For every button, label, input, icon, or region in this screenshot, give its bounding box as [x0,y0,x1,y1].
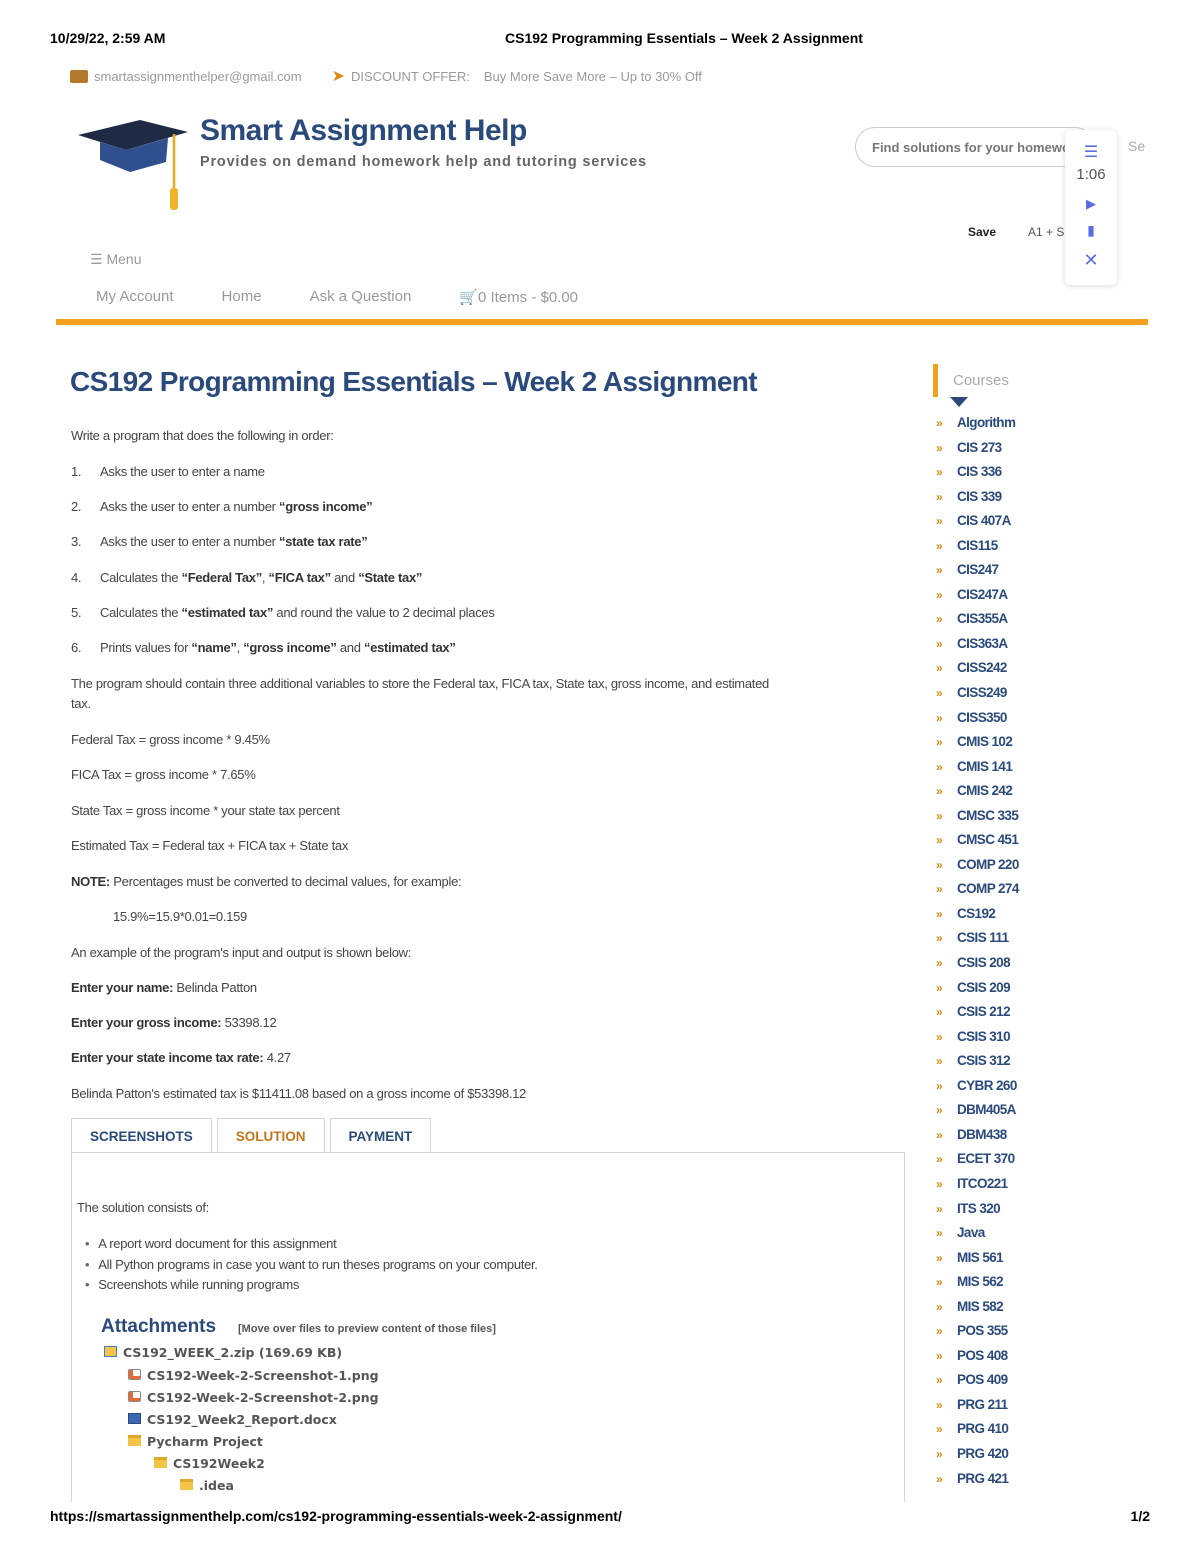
chevron-right-icon: » [936,759,943,774]
course-label: CSIS 212 [957,1004,1010,1020]
chevron-right-icon: » [936,465,943,480]
course-label: ECET 370 [957,1151,1015,1167]
nav-ask-question[interactable]: Ask a Question [309,288,412,305]
solution-intro: The solution consists of: [77,1200,209,1215]
sidebar-item-course[interactable] [936,660,1019,685]
chevron-right-icon: » [936,1201,943,1216]
sidebar-item-course[interactable] [936,636,1019,661]
search-button[interactable]: Se [1128,138,1146,154]
image-file-icon [128,1369,141,1380]
chevron-right-icon: » [936,1471,943,1486]
zoom-label[interactable]: A1 + S [1028,225,1065,239]
example-intro: An example of the program's input and output is shown below: [71,945,412,960]
course-label: CSIS 312 [957,1053,1010,1069]
sidebar-item-course[interactable] [936,538,1019,563]
course-label: POS 408 [957,1347,1008,1363]
sidebar-item-course[interactable] [936,930,1019,955]
menu-label: Menu [106,251,142,267]
chevron-right-icon: » [936,416,943,430]
chevron-right-icon: » [936,489,943,504]
zip-icon [104,1346,117,1357]
nav-divider [56,319,1148,325]
course-label: POS 409 [957,1372,1008,1388]
close-icon[interactable]: ✕ [1083,250,1099,270]
chevron-right-icon: » [936,1324,943,1339]
chevron-right-icon: » [936,612,943,627]
print-title: CS192 Programming Essentials – Week 2 Assignment [505,30,863,46]
formula-state: State Tax = gross income * your state tax percent [71,803,340,818]
course-label: PRG 420 [957,1445,1009,1461]
print-page-number: 1/2 [1130,1508,1150,1524]
course-label: CISS350 [957,709,1007,725]
course-label: PRG 421 [957,1470,1009,1486]
sidebar-item-course[interactable] [936,611,1019,636]
course-list [936,415,1019,1495]
chevron-right-icon: » [936,808,943,823]
course-label: MIS 561 [957,1249,1004,1265]
note-text: NOTE: Percentages must be converted to decimal values, for example: [71,874,462,889]
course-label: CISS242 [957,660,1007,676]
course-label: PRG 410 [957,1421,1009,1437]
tab-solution[interactable]: SOLUTION [217,1118,325,1153]
chevron-right-icon: » [936,1029,943,1044]
note-example: 15.9%=15.9*0.01=0.159 [113,909,247,924]
reader-time: 1:06 [1076,166,1106,183]
chevron-right-icon: » [936,956,943,971]
contact-email[interactable]: smartassignmenthelper@gmail.com [94,68,302,84]
sidebar-item-course[interactable] [936,808,1019,833]
chevron-right-icon: » [936,563,943,578]
course-label: COMP 274 [957,881,1019,897]
course-label: CMIS 102 [957,734,1013,750]
course-label: COMP 220 [957,856,1019,872]
course-label: CIS 336 [957,464,1002,480]
brand-title[interactable]: Smart Assignment Help [200,114,527,147]
reader-panel [1065,130,1117,285]
chevron-right-icon: » [936,1103,943,1118]
sidebar-item-course[interactable] [936,1004,1019,1029]
chevron-right-icon: » [936,1250,943,1265]
course-label: CSIS 209 [957,979,1010,995]
chevron-right-icon: » [936,587,943,602]
nav-home[interactable]: Home [221,288,262,305]
chevron-right-icon: » [936,1275,943,1290]
course-label: CSIS 310 [957,1028,1010,1044]
sidebar-item-course[interactable] [936,489,1019,514]
chevron-right-icon: » [936,514,943,529]
chevron-right-icon: » [936,784,943,799]
nav-my-account[interactable]: My Account [96,288,174,305]
course-label: DBM438 [957,1126,1007,1142]
sidebar-item-course[interactable] [936,440,1019,465]
course-label: CIS 339 [957,488,1002,504]
course-label: Java [957,1225,985,1241]
sidebar-item-course[interactable] [936,759,1019,784]
course-label: CYBR 260 [957,1077,1017,1093]
chevron-right-icon: » [936,931,943,946]
page-title: CS192 Programming Essentials – Week 2 Assignment [70,366,758,397]
list-item: • A report word document for this assignment [85,1236,538,1257]
chevron-right-icon: » [936,1078,943,1093]
file-zip[interactable]: CS192_WEEK_2.zip (169.69 KB) [104,1345,342,1360]
sidebar-item-course[interactable] [936,1299,1019,1324]
file-screenshot-1[interactable]: CS192-Week-2-Screenshot-1.png [128,1368,379,1383]
sidebar-item-course[interactable] [936,1250,1019,1275]
course-label: CS192 [957,905,996,921]
chevron-right-icon: » [936,1397,943,1412]
attachments-note: [Move over files to preview content of those files] [238,1323,496,1335]
sidebar-item-course[interactable] [936,1029,1019,1054]
sidebar-item-course[interactable] [936,857,1019,882]
course-label: ITCO221 [957,1175,1008,1191]
folder-pycharm[interactable]: Pycharm Project [128,1434,263,1449]
sidebar-item-course[interactable] [936,562,1019,587]
main-nav [96,288,626,306]
chevron-right-icon: » [936,1127,943,1142]
formula-estimated: Estimated Tax = Federal tax + FICA tax + State tax [71,838,349,853]
tab-payment[interactable]: PAYMENT [330,1118,432,1153]
chevron-right-icon: » [936,735,943,750]
sidebar-item-course[interactable] [936,1176,1019,1201]
chevron-right-icon: » [936,1152,943,1167]
chevron-right-icon: » [936,661,943,676]
sidebar-item-course[interactable] [936,955,1019,980]
chevron-right-icon: » [936,538,943,553]
play-icon[interactable]: ▶ [1086,196,1096,211]
folder-idea[interactable]: .idea [180,1478,234,1493]
sidebar-item-course[interactable] [936,685,1019,710]
brand-tagline: Provides on demand homework help and tutoring services [200,154,647,170]
print-date: 10/29/22, 2:59 AM [50,30,166,46]
caret-down-icon[interactable] [950,397,968,407]
course-label: MIS 582 [957,1298,1004,1314]
chevron-right-icon: » [936,440,943,455]
course-label: CIS 407A [957,513,1011,529]
sidebar-item-course[interactable] [936,1225,1019,1250]
cart-label: 0 Items - $0.00 [477,289,579,306]
folder-cs192week2[interactable]: CS192Week2 [154,1456,265,1471]
menu-lines-icon[interactable]: ☰ [1083,144,1099,161]
sidebar-item-course[interactable] [936,1372,1019,1397]
course-label: CIS247A [957,586,1008,602]
chevron-right-icon: » [936,833,943,848]
course-label: DBM405A [957,1102,1016,1118]
tab-screenshots[interactable]: SCREENSHOTS [71,1118,212,1153]
example-rate: Enter your state income tax rate: 4.27 [71,1050,291,1065]
step-item: 4. Calculates the “Federal Tax”, “FICA tax” and “State tax” [71,570,423,585]
sidebar-item-course[interactable] [936,1151,1019,1176]
example-income: Enter your gross income: 53398.12 [71,1015,277,1030]
sidebar-item-course[interactable] [936,464,1019,489]
offer-label: DISCOUNT OFFER: [350,68,470,84]
course-label: MIS 562 [957,1274,1004,1290]
top-bar [70,66,702,86]
formula-fica: FICA Tax = gross income * 7.65% [71,767,256,782]
intro-text: Write a program that does the following in order: [71,428,334,443]
menu-toggle[interactable] [90,251,141,268]
course-label: CMSC 451 [957,832,1019,848]
sidebar-item-course[interactable] [936,1127,1019,1152]
sidebar-item-course[interactable] [936,1053,1019,1078]
step-item: 2. Asks the user to enter a number “gross income” [71,499,373,514]
course-label: Algorithm [957,415,1016,430]
variables-text-cont: tax. [71,696,91,711]
sidebar-item-course[interactable] [936,1201,1019,1226]
sidebar-item-course[interactable] [936,1078,1019,1103]
sidebar-item-course[interactable] [936,415,1019,440]
sidebar-item-course[interactable] [936,881,1019,906]
tag-icon: ➤ [331,68,345,85]
step-item: 3. Asks the user to enter a number “state tax rate” [71,534,368,549]
chevron-right-icon: » [936,686,943,701]
mail-icon [70,70,88,83]
course-label: ITS 320 [957,1200,1001,1216]
print-url: https://smartassignmenthelp.com/cs192-programming-essentials-week-2-assignment/ [50,1508,622,1524]
list-item: • All Python programs in case you want to run theses programs on your computer. [85,1257,538,1278]
sidebar-item-course[interactable] [936,513,1019,538]
sidebar-accent [933,364,938,397]
chevron-right-icon: » [936,1446,943,1461]
sidebar-item-course[interactable] [936,1471,1019,1496]
sidebar-item-course[interactable] [936,1323,1019,1348]
course-label: CMIS 141 [957,758,1013,774]
cart-icon: 🛒 [459,289,478,306]
sidebar-item-course[interactable] [936,587,1019,612]
course-label: CIS247 [957,562,999,578]
example-result: Belinda Patton's estimated tax is $11411.08 based on a gross income of $53398.12 [71,1086,526,1101]
course-label: CIS 273 [957,439,1002,455]
course-label: POS 355 [957,1323,1008,1339]
solution-list [85,1236,538,1298]
print-header [50,30,1150,50]
chevron-right-icon: » [936,857,943,872]
step-item: 6. Prints values for “name”, “gross income” and “estimated tax” [71,640,456,655]
sidebar-item-course[interactable] [936,1274,1019,1299]
course-label: CIS115 [957,537,998,553]
nav-cart[interactable] [459,288,578,306]
save-button[interactable]: Save [968,225,997,239]
step-item: 1. Asks the user to enter a name [71,464,265,479]
course-label: PRG 211 [957,1396,1008,1412]
variables-text: The program should contain three additional variables to store the Federal tax, FICA tax, State tax, gross income, and estimated [71,676,769,691]
sidebar-item-course[interactable] [936,1421,1019,1446]
bookmark-icon[interactable]: ▮ [1087,222,1095,238]
course-label: CSIS 208 [957,955,1010,971]
chevron-right-icon: » [936,1422,943,1437]
sidebar-item-course[interactable] [936,906,1019,931]
sidebar-item-course[interactable] [936,734,1019,759]
list-item: • Screenshots while running programs [85,1277,538,1298]
hamburger-icon: ☰ [90,251,103,267]
sidebar-item-course[interactable] [936,1102,1019,1127]
chevron-right-icon: » [936,1348,943,1363]
chevron-right-icon: » [936,1373,943,1388]
course-label: CMIS 242 [957,783,1013,799]
chevron-right-icon: » [936,710,943,725]
sidebar-item-course[interactable] [936,980,1019,1005]
sidebar-title: Courses [953,372,1009,389]
example-name: Enter your name: Belinda Patton [71,980,257,995]
folder-icon [128,1435,141,1446]
chevron-right-icon: » [936,1054,943,1069]
chevron-right-icon: » [936,882,943,897]
graduation-cap-logo[interactable] [78,120,188,215]
chevron-right-icon: » [936,906,943,921]
sidebar-item-course[interactable] [936,1348,1019,1373]
chevron-right-icon: » [936,980,943,995]
course-label: CISS249 [957,685,1007,701]
folder-icon [154,1457,167,1468]
sidebar-item-course[interactable] [936,710,1019,735]
step-item: 5. Calculates the “estimated tax” and round the value to 2 decimal places [71,605,495,620]
course-label: CSIS 111 [957,930,1009,946]
offer-text[interactable]: Buy More Save More – Up to 30% Off [483,68,702,84]
print-footer [50,1508,1150,1524]
file-screenshot-2[interactable]: CS192-Week-2-Screenshot-2.png [128,1390,379,1405]
attachments-title: Attachments [101,1316,217,1337]
chevron-right-icon: » [936,1176,943,1191]
product-tabs [71,1118,436,1153]
search-input[interactable] [855,127,1095,167]
sidebar-item-course[interactable] [936,832,1019,857]
course-label: CIS355A [957,611,1008,627]
chevron-right-icon: » [936,1299,943,1314]
chevron-right-icon: » [936,1226,943,1241]
folder-icon [180,1479,193,1490]
sidebar-item-course[interactable] [936,1446,1019,1471]
formula-federal: Federal Tax = gross income * 9.45% [71,732,270,747]
course-label: CMSC 335 [957,807,1019,823]
chevron-right-icon: » [936,636,943,651]
chevron-right-icon: » [936,1005,943,1020]
sidebar-item-course[interactable] [936,1397,1019,1422]
file-report[interactable]: CS192_Week2_Report.docx [128,1412,337,1427]
course-label: CIS363A [957,635,1008,651]
image-file-icon [128,1391,141,1402]
sidebar-item-course[interactable] [936,783,1019,808]
word-doc-icon [128,1413,141,1424]
